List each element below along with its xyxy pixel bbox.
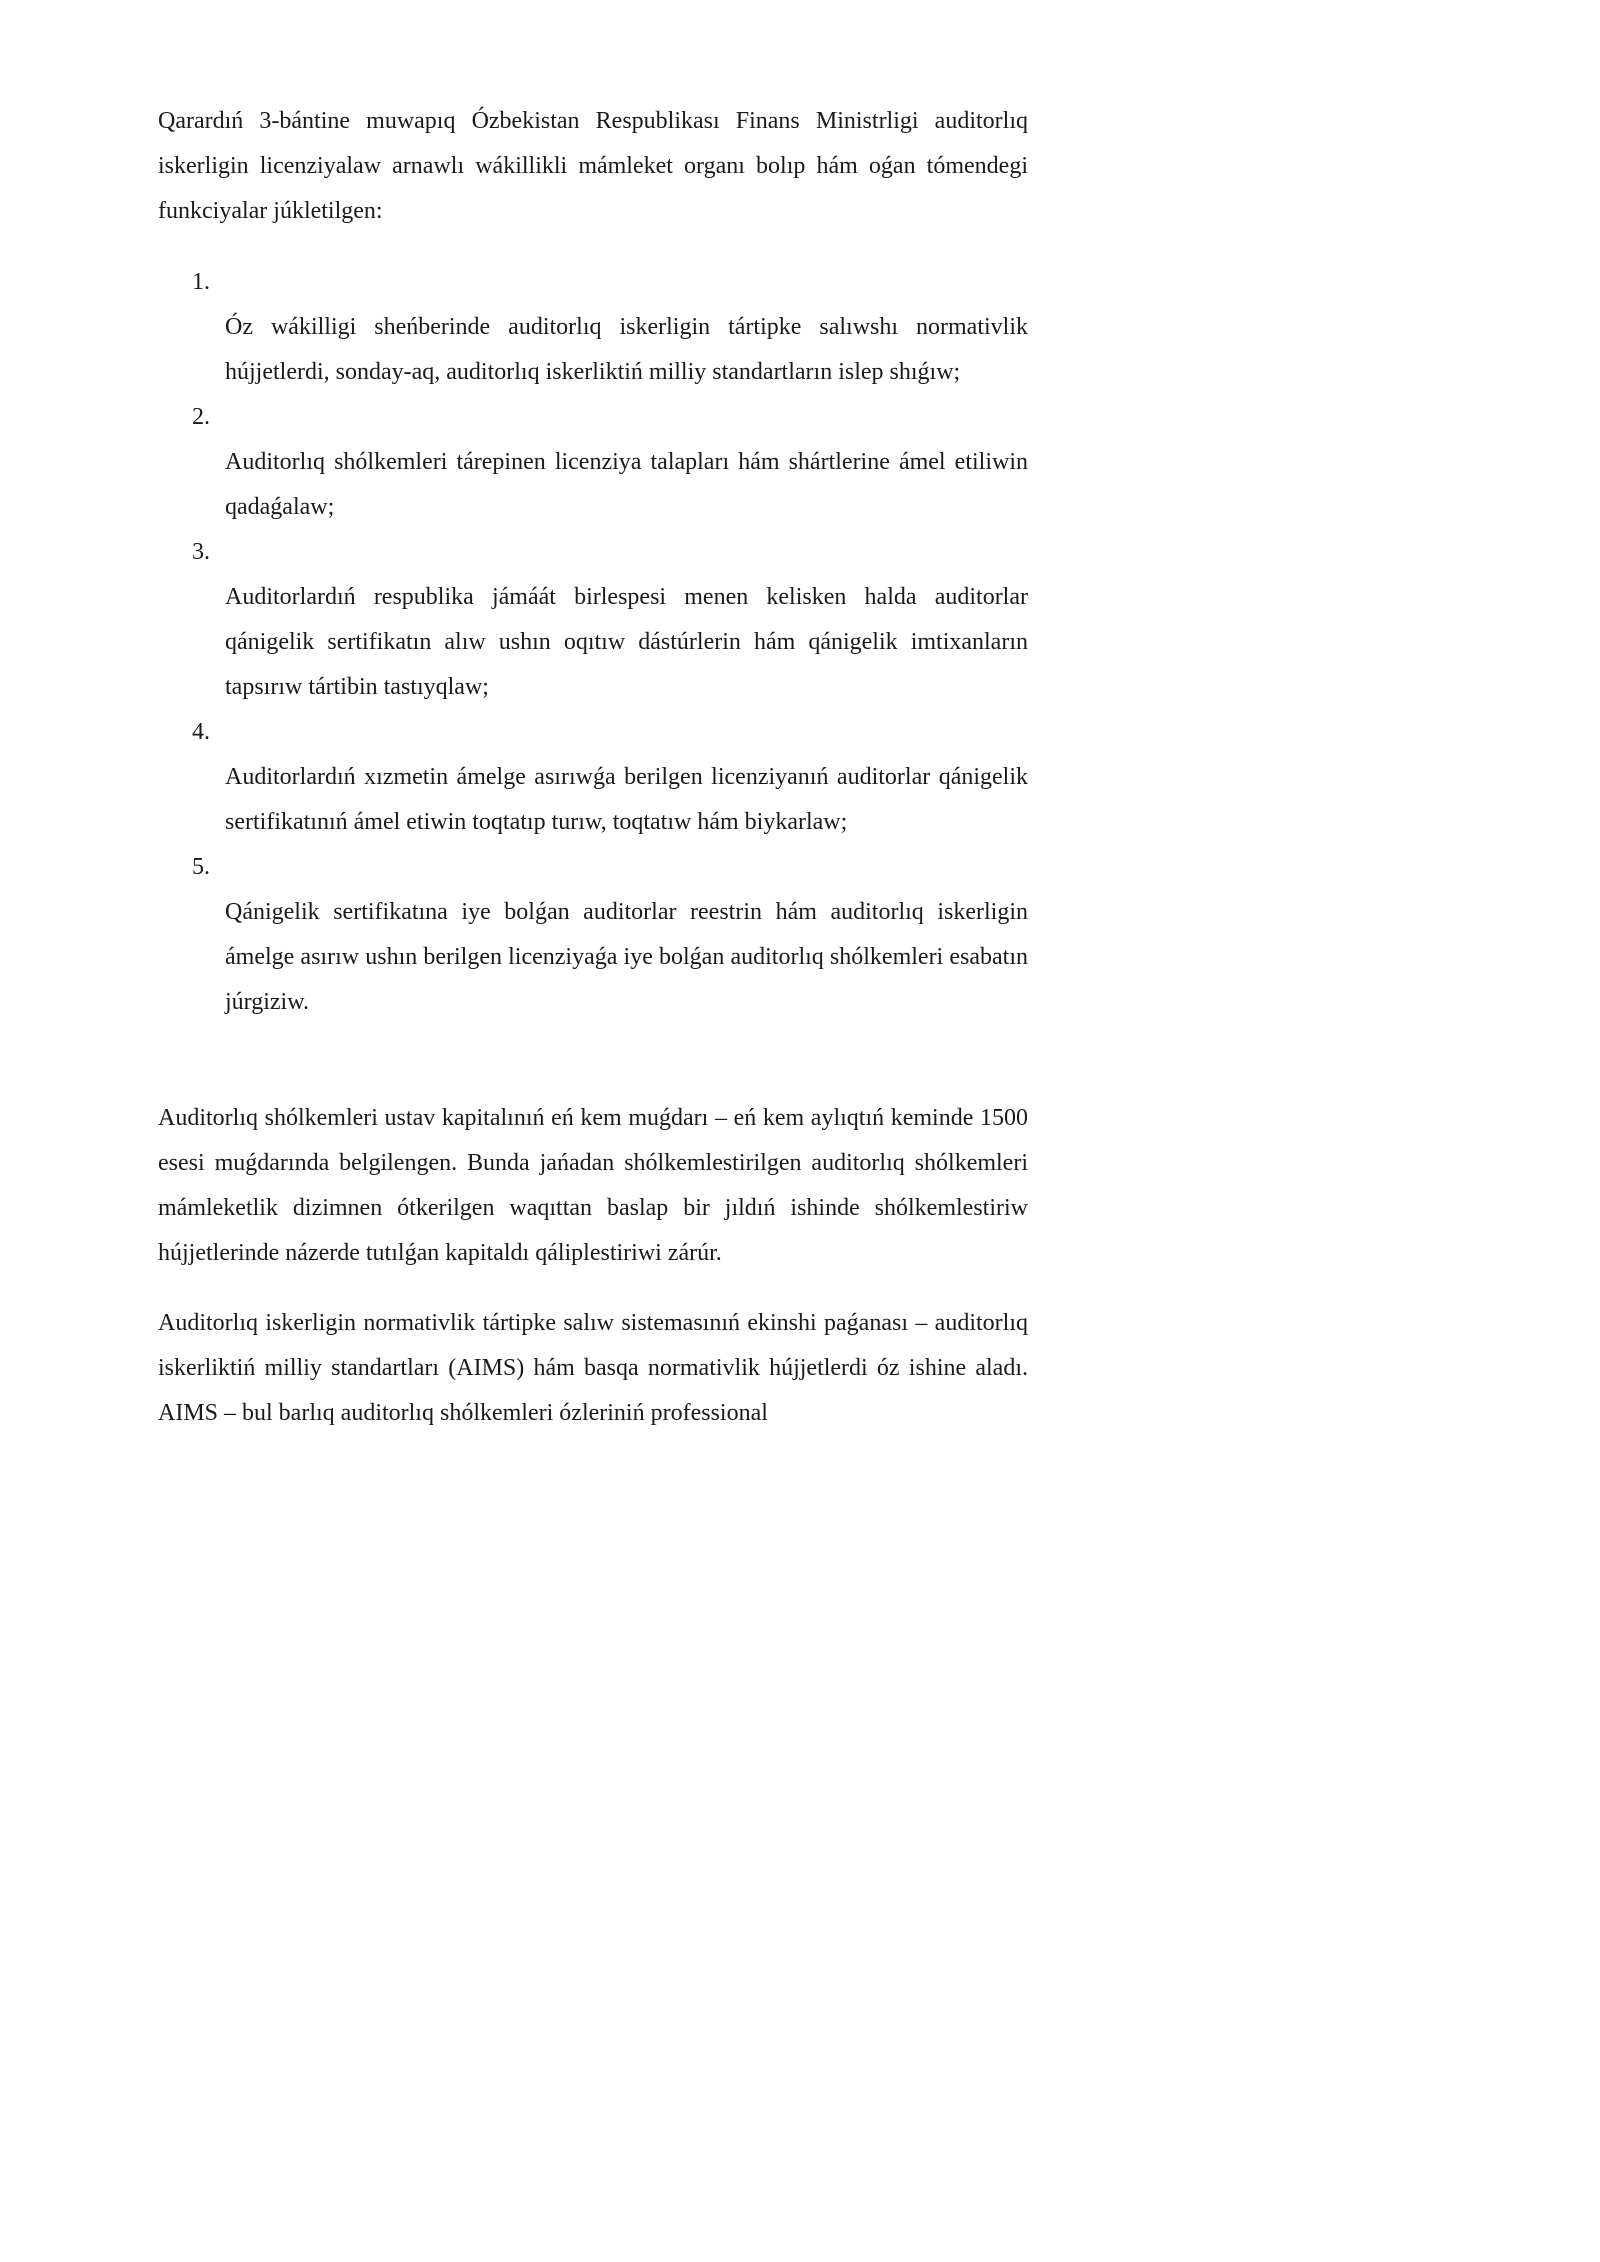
list-item-text: Óz wákilligi sheńberinde auditorlıq iskerligin tártipke salıwshı normativlik hújjetlerdi, sonday-aq, auditorlıq iskerliktiń milliy standartların islep shıǵıw; <box>225 314 1028 385</box>
capital-paragraph: Auditorlıq shólkemleri ustav kapitalınıń eń kem muǵdarı – eń kem aylıqtıń keminde 1500 esesi muǵdarında belgilengen. Bunda jańadan shólkemlestirilgen auditorlıq shólkemleri mámleketlik dizimnen ótkerilgen waqıttan baslap bir jıldıń ishinde shólkemlestiriw hújjetlerinde názerde tutılǵan kapitaldı qáliplestiriwi zárúr. <box>158 1105 1028 1266</box>
list-item-text: Auditorlıq shólkemleri tárepinen licenziya talapları hám shártlerine ámel etiliwin qadaǵalaw; <box>225 449 1028 520</box>
list-item-text: Qánigelik sertifikatına iye bolǵan auditorlar reestrin hám auditorlıq iskerligin ámelge asırıw ushın berilgen licenziyaǵa iye bolǵan auditorlıq shólkemleri esabatın júrgiziw. <box>225 899 1028 1015</box>
list-item-text: Auditorlardıń respublika jámáát birlespesi menen kelisken halda auditorlar qánigelik sertifikatın alıw ushın oqıtıw dástúrlerin hám qánigelik imtixanların tapsırıw tártibin tastıyqlaw; <box>225 584 1028 700</box>
list-item-number: 3. <box>192 539 210 565</box>
list-item-text: Auditorlardıń xızmetin ámelge asırıwǵa berilgen licenziyanıń auditorlar qánigelik sertifikatınıń ámel etiwin toqtatıp turıw, toqtatıw hám biykarlaw; <box>225 764 1028 835</box>
list-item-number: 4. <box>192 719 210 745</box>
standards-paragraph: Auditorlıq iskerligin normativlik tártipke salıw sistemasınıń ekinshi paǵanası – auditorlıq iskerliktiń milliy standartları (AIMS) hám basqa normativlik hújjetlerdi óz ishine aladı. AIMS – bul barlıq auditorlıq shólkemleri ózleriniń professional <box>158 1310 1028 1426</box>
list-item-number: 2. <box>192 404 210 430</box>
intro-paragraph: Qarardıń 3-bántine muwapıq Ózbekistan Respublikası Finans Ministrligi auditorlıq iskerligin licenziyalaw arnawlı wákillikli mámleket organı bolıp hám oǵan tómendegi funkciyalar júkletilgen: <box>158 108 1028 224</box>
document-page <box>0 0 1108 1567</box>
list-item-number: 5. <box>192 854 210 880</box>
list-item-number: 1. <box>192 269 210 295</box>
